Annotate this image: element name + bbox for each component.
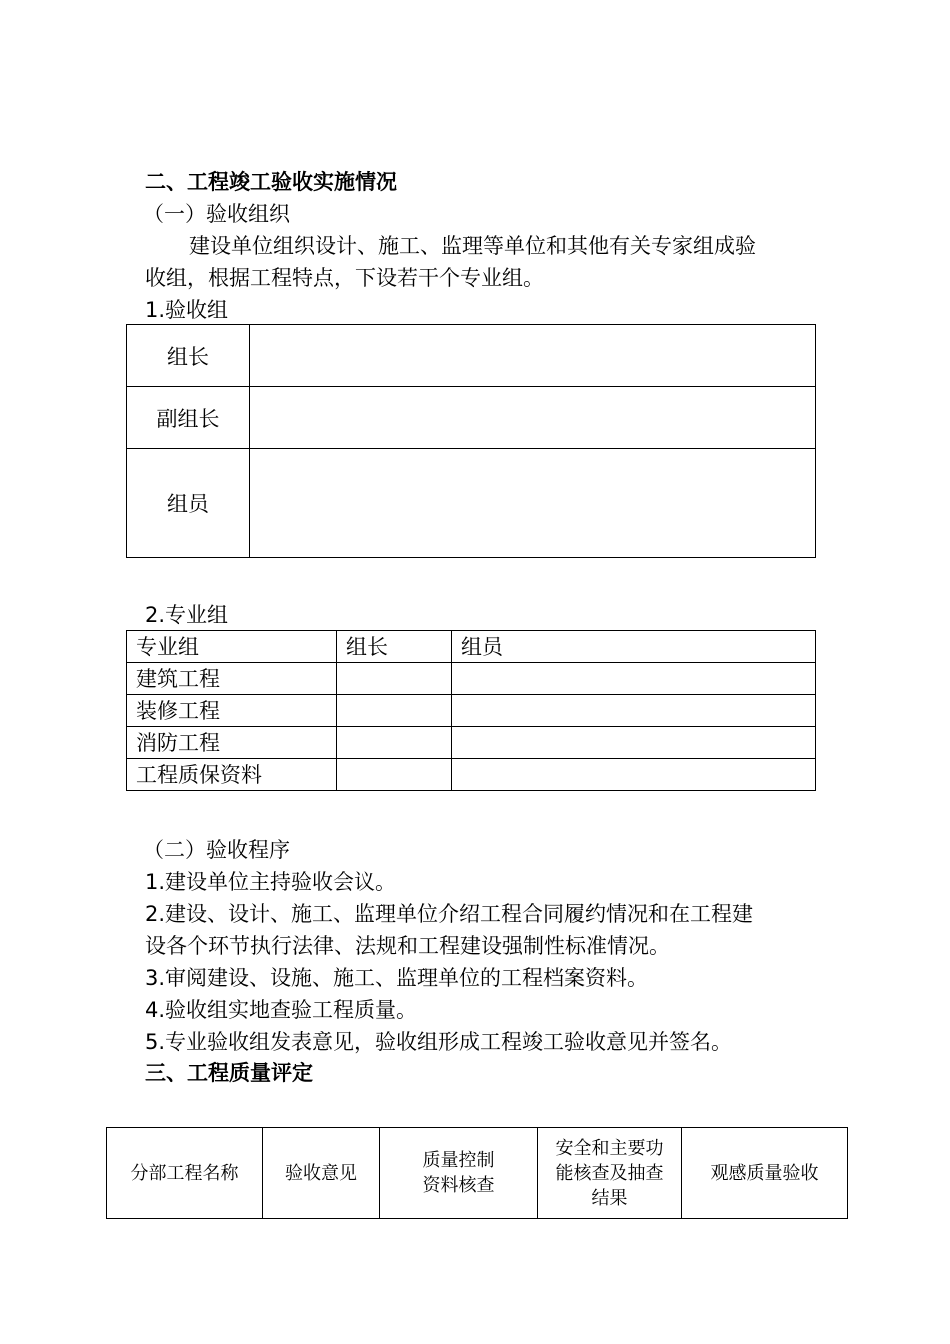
table-row <box>127 759 816 791</box>
members-cell <box>452 759 816 791</box>
acceptance-group-title: 1.验收组 <box>145 298 229 322</box>
leader-cell <box>337 759 452 791</box>
section-heading-quality-evaluation: 三、工程质量评定 <box>145 1061 313 1085</box>
acceptance-group-table <box>126 324 816 558</box>
row-label: 消防工程 <box>127 727 337 759</box>
table-row <box>127 695 816 727</box>
deputy-leader-label: 副组长 <box>127 387 250 449</box>
table-row <box>127 325 816 387</box>
header-appearance-quality: 观感质量验收 <box>682 1128 848 1219</box>
table-header-row <box>107 1128 848 1219</box>
members-cell <box>452 727 816 759</box>
header-professional-group: 专业组 <box>127 631 337 663</box>
table-row <box>127 663 816 695</box>
procedure-step-2-line-2: 设各个环节执行法律、法规和工程建设强制性标准情况。 <box>145 934 670 958</box>
header-acceptance-opinion: 验收意见 <box>263 1128 380 1219</box>
row-label: 工程质保资料 <box>127 759 337 791</box>
header-quality-control-line-1: 质量控制 <box>422 1150 495 1171</box>
header-quality-control-line-2: 资料核查 <box>422 1175 495 1196</box>
subheading-acceptance-organization: （一）验收组织 <box>143 202 290 226</box>
members-value-cell <box>250 449 816 558</box>
members-cell <box>452 663 816 695</box>
row-label: 建筑工程 <box>127 663 337 695</box>
header-division-name: 分部工程名称 <box>107 1128 263 1219</box>
header-quality-control <box>380 1128 538 1219</box>
leader-label: 组长 <box>127 325 250 387</box>
header-leader: 组长 <box>337 631 452 663</box>
procedure-step-1: 1.建设单位主持验收会议。 <box>145 870 397 894</box>
header-safety-function-check <box>538 1128 682 1219</box>
paragraph-line-1: 建设单位组织设计、施工、监理等单位和其他有关专家组成验 <box>189 234 756 258</box>
procedure-step-3: 3.审阅建设、设施、施工、监理单位的工程档案资料。 <box>145 966 649 990</box>
row-label: 装修工程 <box>127 695 337 727</box>
table-header-row <box>127 631 816 663</box>
professional-group-title: 2.专业组 <box>145 603 229 627</box>
table-row <box>127 387 816 449</box>
header-safety-line-3: 结果 <box>591 1187 628 1209</box>
leader-cell <box>337 663 452 695</box>
leader-cell <box>337 695 452 727</box>
procedure-step-4: 4.验收组实地查验工程质量。 <box>145 998 418 1022</box>
section-heading-implementation: 二、工程竣工验收实施情况 <box>145 170 397 194</box>
paragraph-line-2: 收组，根据工程特点，下设若干个专业组。 <box>145 266 544 290</box>
table-row <box>127 727 816 759</box>
members-label: 组员 <box>127 449 250 558</box>
leader-cell <box>337 727 452 759</box>
quality-evaluation-table <box>106 1127 848 1219</box>
professional-group-table <box>126 630 816 791</box>
header-safety-line-2: 能核查及抽查 <box>555 1162 664 1184</box>
leader-value-cell <box>250 325 816 387</box>
members-cell <box>452 695 816 727</box>
header-members: 组员 <box>452 631 816 663</box>
subheading-acceptance-procedure: （二）验收程序 <box>143 838 290 862</box>
header-safety-line-1: 安全和主要功 <box>555 1137 664 1159</box>
procedure-step-5: 5.专业验收组发表意见，验收组形成工程竣工验收意见并签名。 <box>145 1030 733 1054</box>
procedure-step-2-line-1: 2.建设、设计、施工、监理单位介绍工程合同履约情况和在工程建 <box>145 902 754 926</box>
deputy-leader-value-cell <box>250 387 816 449</box>
table-row <box>127 449 816 558</box>
